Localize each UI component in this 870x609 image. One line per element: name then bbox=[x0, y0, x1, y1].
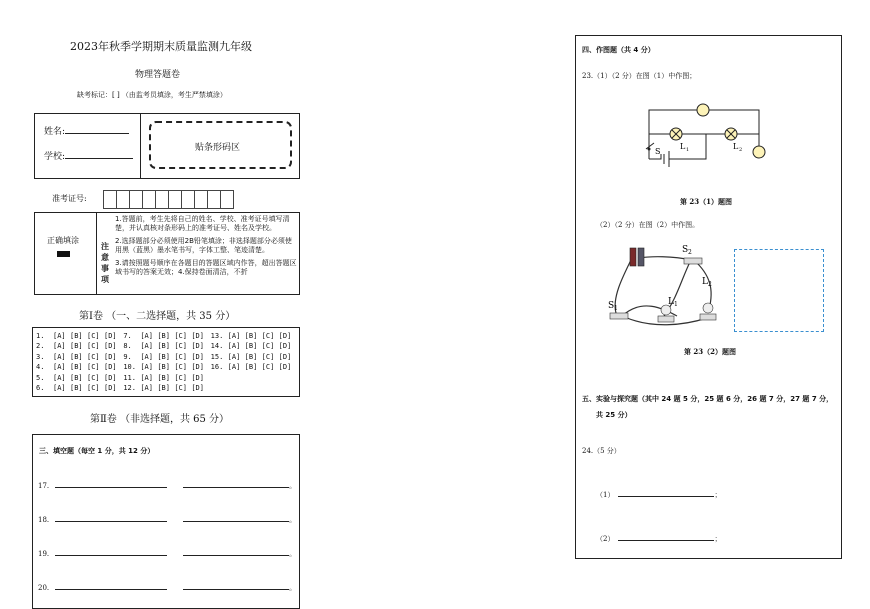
choice-question bbox=[123, 331, 210, 341]
fill-item: 18. 。 bbox=[38, 516, 297, 524]
school-field[interactable] bbox=[65, 158, 133, 159]
option-bubble[interactable]: [C] bbox=[87, 352, 100, 361]
barcode-label: 贴条形码区 bbox=[195, 143, 241, 153]
label-s2: S bbox=[682, 245, 689, 255]
question-number: 10. bbox=[123, 363, 136, 372]
choice-question bbox=[211, 373, 298, 383]
divider bbox=[140, 114, 141, 178]
fill-correct-label: 正确填涂 bbox=[47, 236, 79, 245]
option-bubble[interactable]: [A] bbox=[227, 332, 241, 340]
choice-question bbox=[36, 373, 123, 383]
fill-blank-1[interactable] bbox=[55, 555, 167, 556]
option-bubble[interactable]: [C] bbox=[174, 332, 187, 340]
svg-text:2: 2 bbox=[739, 147, 743, 153]
label-s: S bbox=[655, 147, 661, 156]
fill-blank-1[interactable] bbox=[55, 589, 167, 590]
fill-item: 20. 。 bbox=[38, 584, 297, 592]
section2-title: 第Ⅱ卷 （非选择题，共 65 分） bbox=[90, 414, 230, 425]
option-bubble[interactable]: [A] bbox=[53, 332, 66, 340]
drawing-area-2[interactable] bbox=[734, 249, 824, 332]
note-2: 2.选择题部分必须使用2B铅笔填涂；非选择题部分必须使用黑（蓝黑）墨水笔书写，字体工整、笔迹清楚。 bbox=[115, 237, 292, 254]
choice-question bbox=[123, 373, 210, 383]
q24-2-answer-field[interactable] bbox=[618, 540, 714, 541]
option-bubble[interactable]: [B] bbox=[70, 342, 83, 351]
option-bubble[interactable]: [B] bbox=[157, 384, 170, 393]
question-number: 4. bbox=[36, 363, 45, 372]
option-bubble[interactable]: [A] bbox=[53, 342, 66, 351]
barcode-area bbox=[149, 121, 292, 169]
option-bubble[interactable]: [C] bbox=[87, 332, 100, 340]
option-bubble[interactable]: [C] bbox=[261, 332, 275, 340]
option-bubble[interactable]: [D] bbox=[104, 384, 117, 393]
option-bubble[interactable]: [A] bbox=[227, 342, 241, 351]
q24-2: （2） ； bbox=[596, 535, 722, 543]
physical-circuit-diagram bbox=[602, 238, 722, 328]
q24-1: （1） ； bbox=[596, 491, 722, 499]
fill-blank-1[interactable] bbox=[55, 521, 167, 522]
choice-question bbox=[36, 341, 123, 351]
choice-question bbox=[123, 383, 210, 393]
question-number: 12. bbox=[123, 384, 136, 393]
option-bubble[interactable]: [A] bbox=[140, 384, 153, 393]
option-bubble[interactable]: [D] bbox=[104, 342, 117, 351]
choice-question bbox=[123, 341, 210, 351]
fig1-caption: 第 23（1）题图 bbox=[680, 197, 733, 206]
option-bubble[interactable]: [B] bbox=[244, 363, 258, 372]
option-bubble[interactable]: [C] bbox=[87, 363, 100, 372]
option-bubble[interactable]: [D] bbox=[191, 342, 204, 351]
option-bubble[interactable]: [C] bbox=[174, 384, 187, 393]
option-bubble[interactable]: [D] bbox=[278, 363, 292, 372]
option-bubble[interactable]: [D] bbox=[104, 352, 117, 361]
question-number: 16. bbox=[210, 363, 224, 372]
question-number: 1. bbox=[36, 332, 45, 340]
choice-question bbox=[36, 352, 123, 362]
choice-question bbox=[36, 362, 123, 372]
choice-row bbox=[36, 341, 298, 351]
label-l2: L bbox=[733, 142, 739, 151]
choice-row bbox=[36, 373, 298, 383]
option-bubble[interactable]: [D] bbox=[104, 363, 117, 372]
option-bubble[interactable]: [B] bbox=[157, 363, 170, 372]
option-bubble[interactable]: [B] bbox=[70, 373, 83, 382]
option-bubble[interactable]: [B] bbox=[244, 332, 258, 340]
option-bubble[interactable]: [D] bbox=[278, 352, 292, 361]
option-bubble[interactable]: [B] bbox=[157, 342, 170, 351]
fig2-caption: 第 23（2）题图 bbox=[684, 347, 737, 356]
question-number: 14. bbox=[210, 342, 224, 351]
student-info-box bbox=[34, 113, 300, 179]
school-label: 学校: bbox=[44, 149, 133, 162]
sheet-title: 2023年秋季学期期末质量监测九年级 bbox=[70, 40, 252, 53]
exam-no-cells[interactable] bbox=[103, 190, 233, 213]
option-bubble[interactable]: [A] bbox=[227, 352, 241, 361]
option-bubble[interactable]: [B] bbox=[70, 352, 83, 361]
label-l1-2: L bbox=[668, 297, 674, 307]
fill-item: 19. 。 bbox=[38, 550, 297, 558]
question-number: 5. bbox=[36, 373, 45, 382]
option-bubble[interactable]: [A] bbox=[53, 352, 66, 361]
option-bubble[interactable]: [C] bbox=[174, 352, 187, 361]
fill-item: 17. 。 bbox=[38, 482, 297, 490]
option-bubble[interactable]: [D] bbox=[104, 332, 117, 340]
note-3: 3.请按照题号顺序在各题目的答题区域内作答，超出答题区域书写的答案无效；4.保持卷面清洁，不折 bbox=[115, 259, 297, 276]
instructions-box bbox=[34, 212, 300, 295]
option-bubble[interactable]: [D] bbox=[104, 373, 117, 382]
fill-blank-2[interactable] bbox=[183, 555, 289, 556]
option-bubble[interactable]: [B] bbox=[157, 332, 170, 340]
question-number: 6. bbox=[36, 384, 45, 393]
filled-sample bbox=[57, 251, 70, 257]
choice-question bbox=[123, 362, 210, 372]
exp-section-title: 五、实验与探究题（其中 24 题 5 分，25 题 6 分，26 题 7 分，27 题 7 分， bbox=[582, 395, 834, 403]
question-number: 13. bbox=[210, 332, 224, 340]
option-bubble[interactable]: [D] bbox=[191, 363, 204, 372]
option-bubble[interactable]: [C] bbox=[87, 384, 100, 393]
option-bubble[interactable]: [C] bbox=[261, 352, 275, 361]
q23-part2: （2）（2 分）在图（2）中作图。 bbox=[596, 221, 700, 229]
fill-blank-2[interactable] bbox=[183, 589, 289, 590]
exam-no-label: 准考证号: bbox=[52, 194, 87, 203]
svg-text:2: 2 bbox=[708, 281, 712, 288]
fill-blank-box bbox=[32, 434, 300, 609]
sheet-subtitle: 物理答题卷 bbox=[135, 70, 181, 80]
question-number: 15. bbox=[210, 352, 224, 361]
choice-row bbox=[36, 352, 298, 362]
question-number: 3. bbox=[36, 352, 45, 361]
circuit-diagram-1 bbox=[641, 91, 771, 175]
draw-section-title: 四、作图题（共 4 分） bbox=[582, 46, 655, 54]
question-number: 9. bbox=[123, 352, 132, 361]
svg-text:1: 1 bbox=[686, 147, 690, 153]
fill-blank-2[interactable] bbox=[183, 487, 289, 488]
option-bubble[interactable]: [A] bbox=[140, 342, 153, 351]
question-number: 11. bbox=[123, 373, 136, 382]
choice-grid bbox=[36, 331, 298, 395]
option-bubble[interactable]: [A] bbox=[53, 363, 66, 372]
choice-row bbox=[36, 383, 298, 393]
right-answer-box bbox=[575, 35, 842, 559]
choice-question bbox=[36, 331, 123, 341]
option-bubble[interactable]: [A] bbox=[53, 384, 66, 393]
note-1: 1.答题前，考生先将自己的姓名、学校、准考证号填写清楚，并认真核对条形码上的准考证号、姓名及学校。 bbox=[115, 215, 290, 232]
option-bubble[interactable]: [A] bbox=[140, 363, 153, 372]
q24-1-answer-field[interactable] bbox=[618, 496, 714, 497]
question-number: 7. bbox=[123, 332, 132, 340]
question-number: 8. bbox=[123, 342, 132, 351]
option-bubble[interactable]: [C] bbox=[174, 342, 187, 351]
name-field[interactable] bbox=[65, 133, 129, 134]
option-bubble[interactable]: [C] bbox=[87, 342, 100, 351]
fill-blank-2[interactable] bbox=[183, 521, 289, 522]
q24-label: 24.（5 分） bbox=[582, 447, 621, 455]
option-bubble[interactable]: [C] bbox=[261, 342, 275, 351]
section1-title: 第Ⅰ卷 （一、二选择题，共 35 分） bbox=[79, 311, 236, 322]
notes-list bbox=[115, 215, 297, 277]
label-l2-2: L bbox=[702, 277, 708, 287]
fill-blank-1[interactable] bbox=[55, 487, 167, 488]
option-bubble[interactable]: [D] bbox=[191, 384, 204, 393]
choice-row bbox=[36, 331, 298, 341]
option-bubble[interactable]: [A] bbox=[140, 332, 153, 340]
fill-section-title: 三、填空题（每空 1 分，共 12 分） bbox=[39, 447, 155, 455]
option-bubble[interactable]: [D] bbox=[191, 332, 204, 340]
choice-question bbox=[211, 362, 298, 372]
q23-part1: 23.（1）（2 分）在图（1）中作图； bbox=[582, 72, 697, 80]
svg-text:1: 1 bbox=[674, 301, 678, 308]
option-bubble[interactable]: [B] bbox=[70, 384, 83, 393]
option-bubble[interactable]: [C] bbox=[174, 363, 187, 372]
option-bubble[interactable]: [D] bbox=[191, 373, 204, 382]
svg-text:2: 2 bbox=[688, 249, 692, 256]
choice-question bbox=[36, 383, 123, 393]
option-bubble[interactable]: [A] bbox=[227, 363, 241, 372]
option-bubble[interactable]: [B] bbox=[244, 352, 258, 361]
choice-question bbox=[211, 331, 298, 341]
absent-mark-note: 缺考标记：[ ] （由监考员填涂，考生严禁填涂） bbox=[77, 91, 227, 99]
option-bubble[interactable]: [B] bbox=[244, 342, 258, 351]
choice-question bbox=[211, 383, 298, 393]
option-bubble[interactable]: [A] bbox=[140, 373, 153, 382]
question-number: 2. bbox=[36, 342, 45, 351]
option-bubble[interactable]: [B] bbox=[157, 373, 170, 382]
name-label: 姓名: bbox=[44, 124, 129, 137]
option-bubble[interactable]: [B] bbox=[70, 332, 83, 340]
choice-row bbox=[36, 362, 298, 372]
option-bubble[interactable]: [D] bbox=[278, 342, 292, 351]
option-bubble[interactable]: [D] bbox=[191, 352, 204, 361]
exp-section-title-cont: 共 25 分） bbox=[596, 411, 632, 419]
svg-text:1: 1 bbox=[614, 305, 618, 312]
choice-question bbox=[123, 352, 210, 362]
option-bubble[interactable]: [A] bbox=[140, 352, 153, 361]
label-s1: S bbox=[608, 301, 615, 311]
option-bubble[interactable]: [C] bbox=[174, 373, 187, 382]
notice-label: 注意事项 bbox=[101, 242, 109, 284]
option-bubble[interactable]: [D] bbox=[278, 332, 292, 340]
option-bubble[interactable]: [C] bbox=[261, 363, 275, 372]
option-bubble[interactable]: [C] bbox=[87, 373, 100, 382]
option-bubble[interactable]: [A] bbox=[53, 373, 66, 382]
option-bubble[interactable]: [B] bbox=[157, 352, 170, 361]
choice-question bbox=[211, 352, 298, 362]
option-bubble[interactable]: [B] bbox=[70, 363, 83, 372]
choice-question bbox=[211, 341, 298, 351]
label-l1: L bbox=[680, 142, 686, 151]
